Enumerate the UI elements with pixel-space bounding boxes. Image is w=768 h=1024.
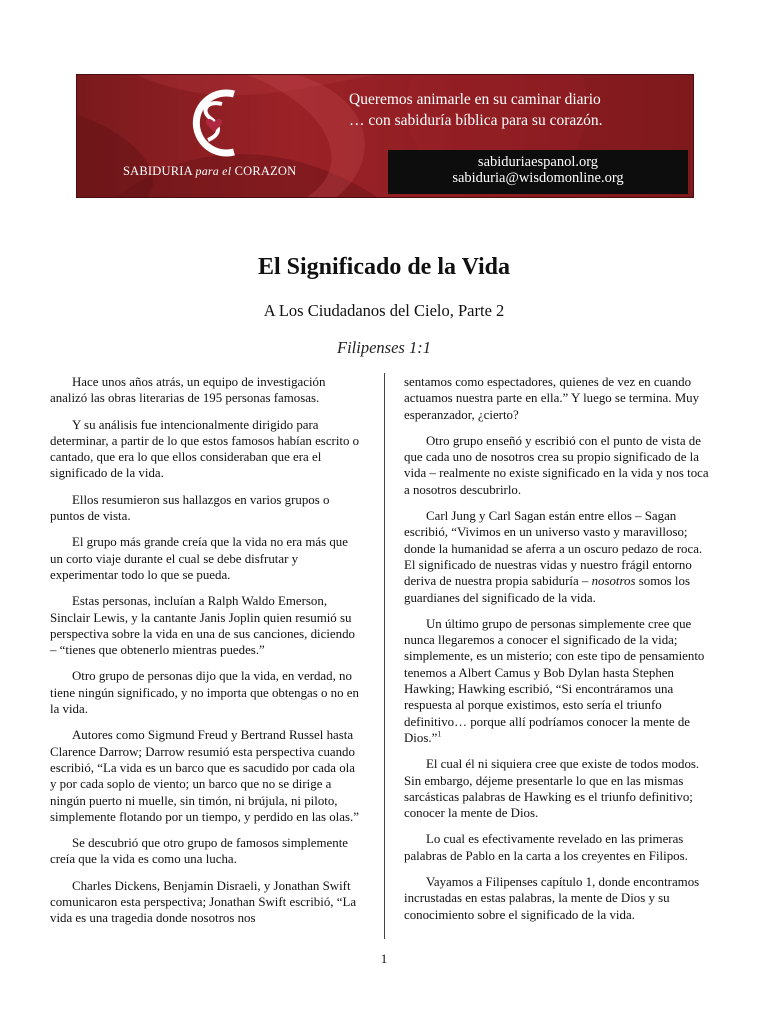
scripture-reference: Filipenses 1:1 [337, 338, 431, 357]
brand-word-sabiduria: SABIDURIA [123, 164, 193, 178]
paragraph-sagan [404, 508, 714, 606]
paragraph: Otro grupo de personas dijo que la vida, en verdad, no tiene ningún significado, y no importa que obtengas o no en la vida. [50, 669, 359, 717]
hawking-text: Un último grupo de personas simplemente cree que nunca llegaremos a conocer el significado de la vida; simplemente, es un misterio; con este tipo de pensamiento tenemos a Albert Camus y Bob Dylan hasta Stephen Hawking; Hawking escribió, “Si encontráramos una respuesta al porque existimos, esto sería el triunfo definitivo… porque allí podríamos conocer la mente de Dios.” [404, 616, 705, 745]
footnote-marker[interactable]: 1 [437, 729, 442, 739]
left-column [50, 374, 360, 937]
sagan-text: Carl Jung y Carl Sagan están entre ellos – Sagan escribió, “Vivimos en un universo vasto y maravilloso; donde la humanidad se aferra a un oscuro pedazo de roca. El significado de nuestras vidas y nuestro frágil entorno deriva de nuestra propia sabiduría – [404, 509, 703, 589]
paragraph: Vayamos a Filipenses capítulo 1, donde encontramos incrustadas en estas palabras, la mente de Dios y su conocimiento sobre el significado de la vida. [404, 875, 700, 922]
paragraph: Ellos resumieron sus hallazgos en varios grupos o puntos de vista. [50, 492, 330, 524]
paragraph: El grupo más grande creía que la vida no era más que un corto viaje durante el cual se debe disfrutar y experimentar todo lo que se pueda. [50, 535, 348, 582]
brand-word-corazon: CORAZON [234, 164, 297, 178]
brand-name [123, 164, 313, 179]
tagline-line-1: Queremos animarle en su caminar diario [349, 91, 601, 108]
paragraph: Otro grupo enseñó y escribió con el punto de vista de que cada uno de nosotros crea su propio significado de la vida – realmente no existe significado en la vida y nos toca a nosotros descubrirlo. [404, 433, 709, 497]
page-subtitle: A Los Ciudadanos del Cielo, Parte 2 [263, 301, 505, 320]
paragraph: Se descubrió que otro grupo de famosos simplemente creía que la vida es como una lucha. [50, 836, 349, 867]
sagan-text-end: somos los guardianes del significado de la vida. [404, 574, 690, 605]
emphasis-nosotros: nosotros [591, 574, 636, 589]
paragraph-continuation: sentamos como espectadores, quienes de vez en cuando actuamos nuestra parte en ella.” Y luego se termina. Muy esperanzador, ¿cierto? [404, 375, 700, 422]
paragraph: Lo cual es efectivamente revelado en las primeras palabras de Pablo en la carta a los creyentes en Filipos. [404, 832, 688, 863]
paragraph: Hace unos años atrás, un equipo de investigación analizó las obras literarias de 195 personas famosas. [50, 375, 326, 406]
email-link[interactable]: sabiduria@wisdomonline.org [452, 170, 624, 186]
paragraph: Autores como Sigmund Freud y Bertrand Russel hasta Clarence Darrow; Darrow resumió esta perspectiva cuando escribió, “La vida es un barco que es sacudido por cada ola y por cada soplo de viento; un barco que no se dirige a ningún puerto ni muelle, sin timón, ni brújula, ni piloto, simplemente flotando por un tiempo, y perdido en las olas.” [50, 728, 359, 824]
contact-info [388, 154, 688, 186]
paragraph: Estas personas, incluían a Ralph Waldo Emerson, Sinclair Lewis, y la cantante Janis Joplin quien resumió su perspectiva sobre la vida en una de sus canciones, diciendo – “tienes que obtenerlo mientras puedes.” [50, 594, 355, 658]
website-link[interactable]: sabiduriaespanol.org [477, 154, 599, 170]
banner-tagline [349, 89, 679, 131]
paragraph: Y su análisis fue intencionalmente dirigido para determinar, a partir de lo que estos famosos habían escrito o cantado, que era lo que ellos consideraban que era el significado de la vida. [50, 417, 360, 481]
paragraph: Charles Dickens, Benjamin Disraeli, y Jonathan Swift comunicaron esta perspectiva; Jonathan Swift escribió, “La vida es una tragedia donde nosotros nos [50, 878, 357, 926]
tagline-line-2: … con sabiduría bíblica para su corazón. [349, 112, 603, 129]
brand-word-para-el: para el [195, 164, 232, 178]
column-divider [384, 373, 385, 939]
paragraph-hawking [404, 616, 714, 746]
right-column [404, 374, 714, 933]
paragraph: El cual él ni siquiera cree que existe de todos modos. Sin embargo, déjeme presentarle lo que en las mismas sarcásticas palabras de Hawking es el triunfo definitivo; conocer la mente de Dios. [404, 757, 700, 821]
page-number: 1 [380, 951, 388, 966]
cs-logo-icon [178, 78, 246, 168]
page-title: El Significado de la Vida [257, 254, 511, 280]
